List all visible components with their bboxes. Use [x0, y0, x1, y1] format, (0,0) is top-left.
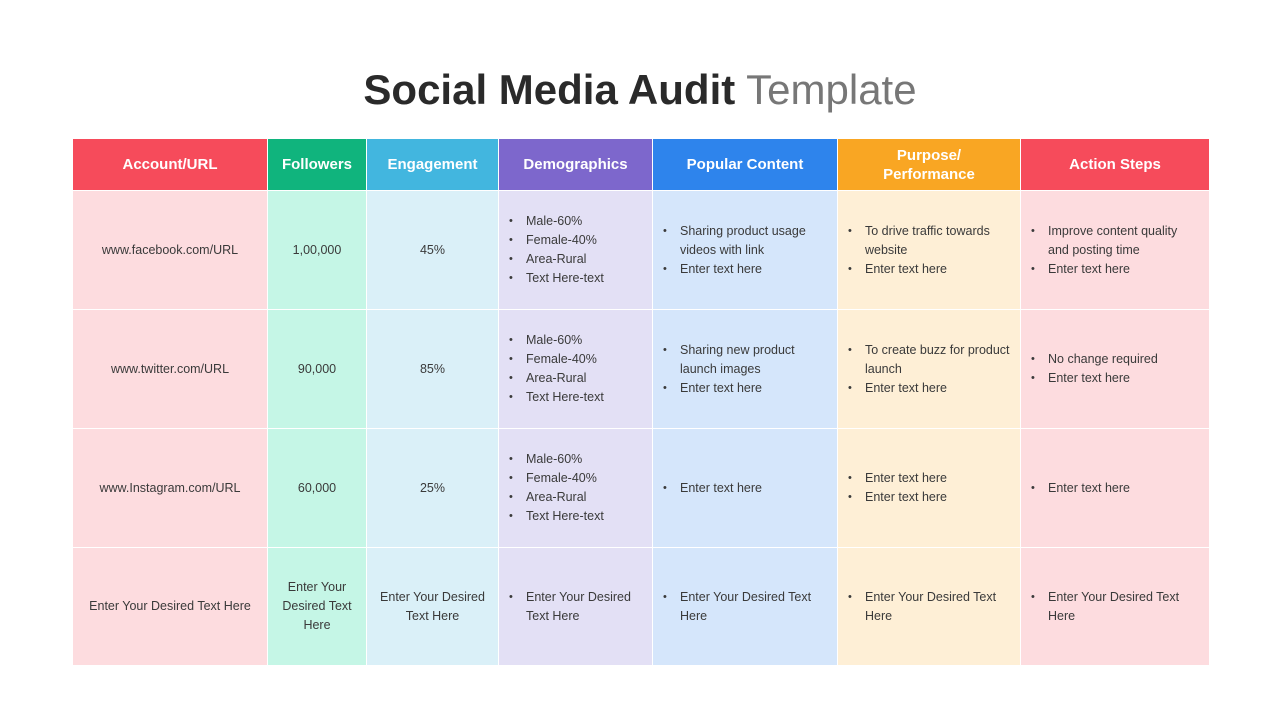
header-followers: Followers — [268, 139, 366, 190]
bullet-item: • Sharing product usage videos with link — [663, 222, 827, 260]
cell-account — [73, 310, 267, 428]
bullet-item: • Text Here-text — [509, 269, 604, 288]
cell-demographics — [499, 548, 652, 665]
cell-account — [73, 429, 267, 547]
cell-followers — [268, 191, 366, 309]
cell-demographics — [499, 191, 652, 309]
bullet-list — [663, 588, 827, 626]
bullet-item: • Enter Your Desired Text Here — [848, 588, 1010, 626]
bullet-list — [1031, 222, 1199, 279]
bullet-item: • Enter text here — [1031, 479, 1130, 498]
header-demographics: Demographics — [499, 139, 652, 190]
slide-title — [0, 62, 1280, 118]
header-action-steps: Action Steps — [1021, 139, 1209, 190]
bullet-item: • Enter text here — [663, 479, 762, 498]
cell-text: www.twitter.com/URL — [110, 361, 230, 376]
cell-purpose-performance — [838, 310, 1020, 428]
header-popular-content: Popular Content — [653, 139, 837, 190]
bullet-list — [509, 450, 604, 526]
bullet-item: • Enter Your Desired Text Here — [1031, 588, 1199, 626]
bullet-item: • Male-60% — [509, 450, 604, 469]
cell-engagement — [367, 191, 498, 309]
audit-table — [73, 139, 1209, 665]
title-light: Template — [746, 66, 917, 113]
bullet-list — [663, 341, 827, 398]
bullet-item: • Enter Your Desired Text Here — [663, 588, 827, 626]
cell-text: Enter Your Desired Text Here — [89, 599, 251, 613]
bullet-item: • Enter text here — [663, 260, 827, 279]
bullet-item: • Female-40% — [509, 231, 604, 250]
cell-account — [73, 548, 267, 665]
bullet-list — [848, 222, 1010, 279]
bullet-item: • Male-60% — [509, 331, 604, 350]
bullet-item: • Improve content quality and posting time — [1031, 222, 1199, 260]
cell-text: 90,000 — [297, 361, 337, 376]
bullet-list — [848, 341, 1010, 398]
bullet-list — [1031, 350, 1158, 388]
bullet-item: • Enter text here — [848, 379, 1010, 398]
bullet-list — [509, 588, 642, 626]
cell-text: www.Instagram.com/URL — [99, 480, 241, 495]
bullet-list — [848, 469, 947, 507]
bullet-item: • Enter text here — [1031, 260, 1199, 279]
bullet-list — [848, 588, 1010, 626]
bullet-item: • Area-Rural — [509, 250, 604, 269]
bullet-item: • Text Here-text — [509, 507, 604, 526]
bullet-item: • Female-40% — [509, 350, 604, 369]
bullet-list — [663, 222, 827, 279]
cell-text: 1,00,000 — [292, 242, 342, 257]
bullet-item: • Enter text here — [848, 488, 947, 507]
cell-text: 85% — [419, 361, 446, 376]
bullet-item: • To drive traffic towards website — [848, 222, 1010, 260]
bullet-item: • Enter text here — [1031, 369, 1158, 388]
bullet-item: • Area-Rural — [509, 369, 604, 388]
bullet-item: • Female-40% — [509, 469, 604, 488]
cell-purpose-performance — [838, 191, 1020, 309]
header-engagement: Engagement — [367, 139, 498, 190]
cell-popular-content — [653, 429, 837, 547]
cell-action-steps — [1021, 429, 1209, 547]
cell-text: Enter Your Desired Text Here — [380, 589, 485, 623]
cell-demographics — [499, 429, 652, 547]
bullet-item: • Enter text here — [848, 469, 947, 488]
cell-text: 25% — [419, 480, 446, 495]
cell-text: 60,000 — [297, 480, 337, 495]
bullet-item: • Area-Rural — [509, 488, 604, 507]
cell-popular-content — [653, 548, 837, 665]
cell-action-steps — [1021, 548, 1209, 665]
cell-popular-content — [653, 191, 837, 309]
cell-text: www.facebook.com/URL — [101, 242, 239, 257]
cell-purpose-performance — [838, 429, 1020, 547]
cell-text: Enter Your Desired Text Here — [282, 580, 352, 632]
bullet-item: • Sharing new product launch images — [663, 341, 827, 379]
cell-action-steps — [1021, 310, 1209, 428]
cell-popular-content — [653, 310, 837, 428]
cell-text: 45% — [419, 242, 446, 257]
bullet-item: • Enter text here — [663, 379, 827, 398]
cell-followers — [268, 548, 366, 665]
cell-followers — [268, 310, 366, 428]
bullet-list — [1031, 588, 1199, 626]
bullet-item: • Enter text here — [848, 260, 1010, 279]
bullet-item: • To create buzz for product launch — [848, 341, 1010, 379]
header-purpose-performance: Purpose/ Performance — [838, 139, 1020, 190]
cell-account — [73, 191, 267, 309]
cell-demographics — [499, 310, 652, 428]
cell-followers — [268, 429, 366, 547]
bullet-item: • Enter Your Desired Text Here — [509, 588, 642, 626]
bullet-item: • No change required — [1031, 350, 1158, 369]
bullet-item: • Text Here-text — [509, 388, 604, 407]
cell-action-steps — [1021, 191, 1209, 309]
bullet-list — [509, 331, 604, 407]
cell-engagement — [367, 310, 498, 428]
bullet-list — [1031, 479, 1130, 498]
title-bold: Social Media Audit — [363, 66, 736, 113]
cell-purpose-performance — [838, 548, 1020, 665]
cell-engagement — [367, 429, 498, 547]
bullet-item: • Male-60% — [509, 212, 604, 231]
bullet-list — [509, 212, 604, 288]
cell-engagement — [367, 548, 498, 665]
header-account: Account/URL — [73, 139, 267, 190]
bullet-list — [663, 479, 762, 498]
